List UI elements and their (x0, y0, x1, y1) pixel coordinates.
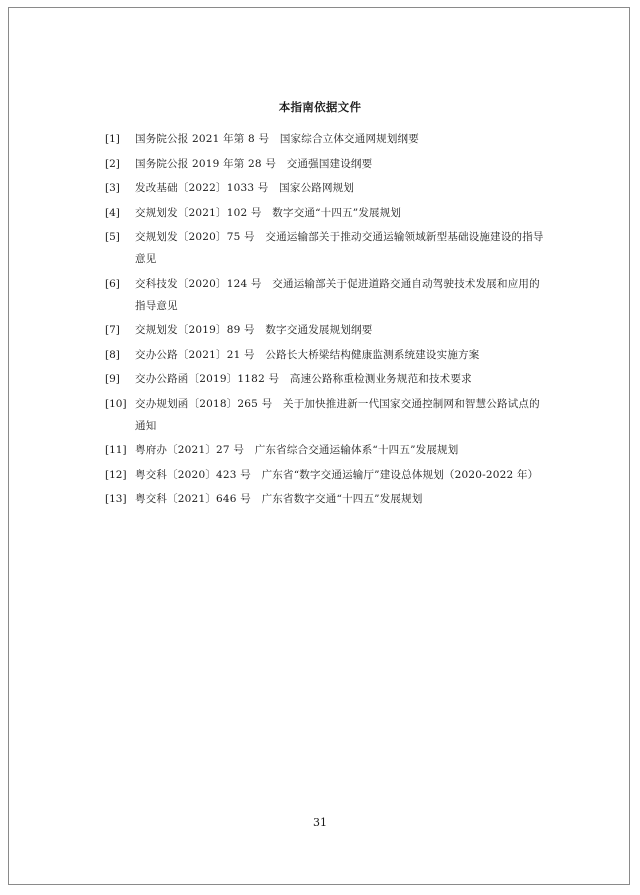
reference-text: 交科技发〔2020〕124 号 交通运输部关于促进道路交通自动驾驶技术发展和应用的指导意见 (135, 277, 540, 312)
reference-text: 粤交科〔2021〕646 号 广东省数字交通“十四五”发展规划 (135, 493, 423, 505)
reference-number: [11] (105, 444, 127, 456)
reference-number: [12] (105, 468, 127, 481)
reference-number: [13] (105, 493, 127, 505)
reference-item-13 (105, 488, 545, 510)
reference-number: [5] (105, 231, 120, 243)
reference-number: [1] (105, 133, 120, 145)
reference-item-5 (105, 226, 545, 270)
reference-item-9 (105, 368, 545, 390)
reference-text: 粤府办〔2021〕27 号 广东省综合交通运输体系“十四五”发展规划 (135, 444, 459, 456)
reference-item-10 (105, 393, 545, 437)
reference-number: [4] (105, 206, 120, 219)
reference-item-6 (105, 273, 545, 317)
reference-text: 交办规划函〔2018〕265 号 关于加快推进新一代国家交通控制网和智慧公路试点的通知 (135, 397, 540, 432)
document-title: 本指南依据文件 (278, 100, 362, 114)
reference-number: [10] (105, 397, 127, 410)
reference-list (105, 128, 545, 513)
reference-item-8 (105, 344, 545, 366)
page-number: 31 (313, 816, 327, 829)
reference-text: 粤交科〔2020〕423 号 广东省“数字交通运输厅”建设总体规划（2020-2022 年） (135, 468, 539, 481)
reference-text: 发改基础〔2022〕1033 号 国家公路网规划 (135, 182, 355, 194)
reference-item-7 (105, 319, 545, 341)
reference-number: [6] (105, 277, 120, 290)
reference-item-4 (105, 202, 545, 224)
reference-text: 交规划发〔2019〕89 号 数字交通发展规划纲要 (135, 324, 373, 336)
reference-text: 交规划发〔2020〕75 号 交通运输部关于推动交通运输领域新型基础设施建设的指导意见 (135, 231, 544, 265)
reference-text: 国务院公报 2019 年第 28 号 交通强国建设纲要 (135, 157, 373, 170)
reference-text: 国务院公报 2021 年第 8 号 国家综合立体交通网规划纲要 (135, 133, 419, 145)
reference-item-2 (105, 153, 545, 175)
reference-number: [9] (105, 373, 120, 385)
reference-number: [3] (105, 182, 120, 194)
reference-text: 交办公路函〔2019〕1182 号 高速公路称重检测业务规范和技术要求 (135, 373, 472, 385)
reference-number: [2] (105, 157, 120, 170)
reference-item-1 (105, 128, 545, 150)
reference-item-3 (105, 177, 545, 199)
reference-number: [8] (105, 348, 120, 361)
reference-text: 交办公路〔2021〕21 号 公路长大桥梁结构健康监测系统建设实施方案 (135, 348, 480, 361)
reference-item-12 (105, 464, 545, 486)
reference-item-11 (105, 439, 545, 461)
reference-number: [7] (105, 324, 120, 336)
reference-text: 交规划发〔2021〕102 号 数字交通“十四五”发展规划 (135, 206, 402, 219)
